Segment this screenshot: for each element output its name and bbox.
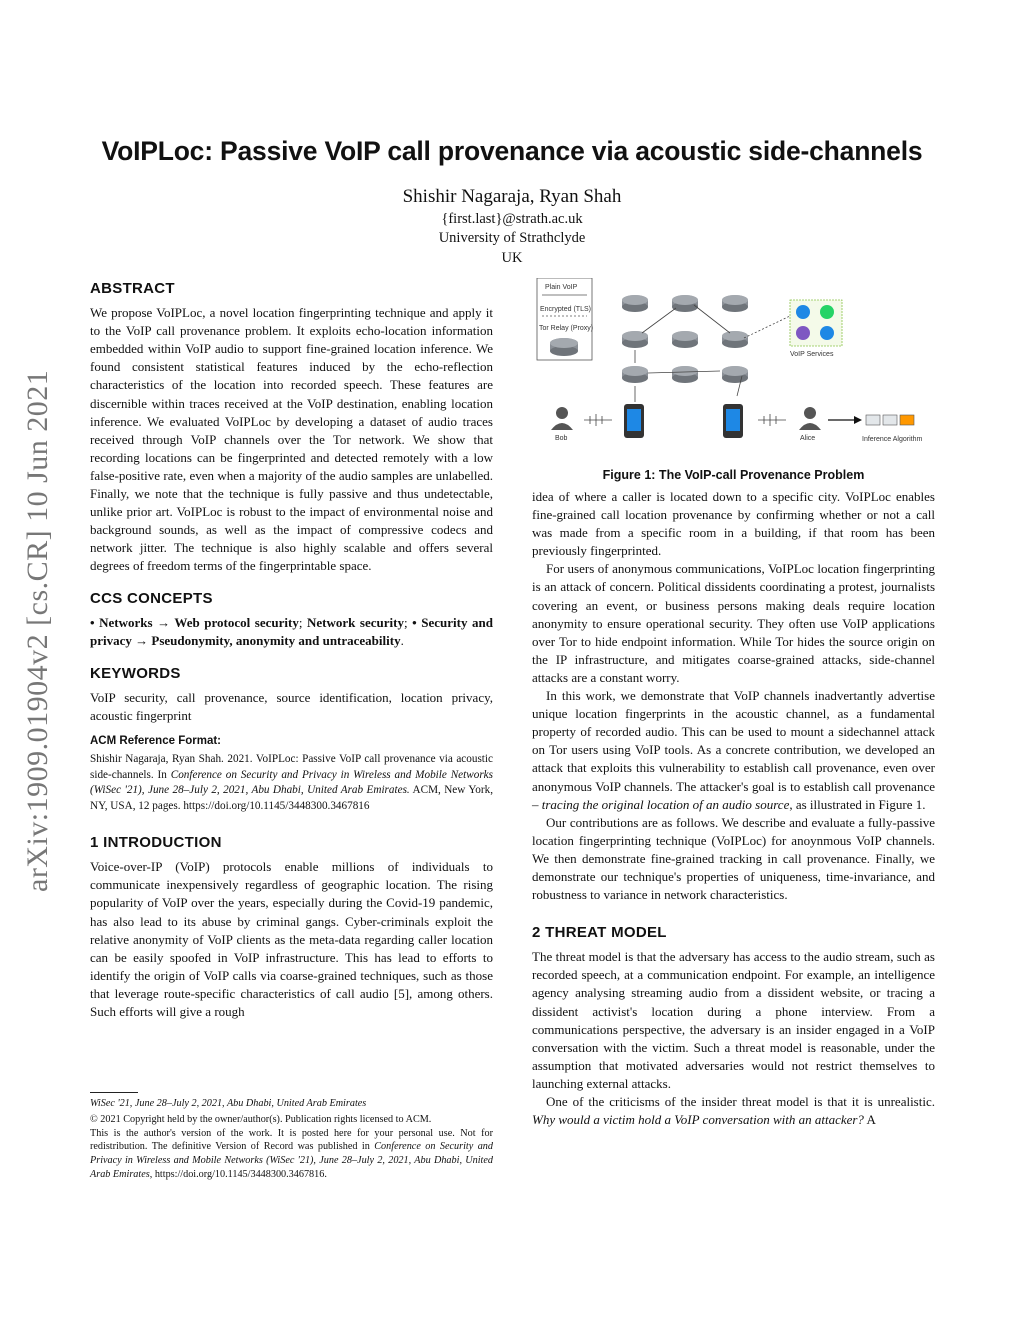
keywords-heading: KEYWORDS <box>90 664 181 682</box>
paragraph-6: One of the criticisms of the insider threat model is that it is unrealistic. Why would a victim hold a VoIP conversation with an attacker? A <box>532 1094 935 1128</box>
bob-audio-waves <box>584 414 612 426</box>
paragraph-4: Our contributions are as follows. We describe and evaluate a fully-passive location fingerprinting technique (VoIPLoc) for anoynmous VoIP channels. We then demonstrate fine-grained tracking in call provenance. Finally, we demonstrate our technique's properties of uniqueness, time-invariance, and robustness to variance in network characteristics. <box>532 814 935 903</box>
intro-text: Voice-over-IP (VoIP) protocols enable millions of individuals to communicate inexpensively regardless of geographic location. The rising popularity of VoIP over the years, especially during the Covid-19 pandemic, has also lead to its abuse by criminal gangs. Cyber-criminals exploit the relative anonymity of VoIP clients as the meta-data regarding caller location can be easily spoofed in VoIP infrastructure. This has lead to efforts to identify the origin of VoIP calls via coarse-grained techniques, such as those that leverage route-specific characteristics of call audio [5], among others. Such efforts will give a rough <box>90 859 493 1019</box>
phone-icon-alice <box>723 404 743 438</box>
paragraph-5: The threat model is that the adversary has access to the audio stream, such as recorded speech, at a communication endpoint. For example, an intelligence agency analysing streaming audio from a dissident website, or tracing a dissident activist's location during a phone interview. From a communications perspective, the adversary is an insider engaged in a VoIP conversation with the victim. Such a threat model is reasonable, under the assumption that motivated adversaries would not restrict themselves to launching external attacks. <box>532 949 935 1091</box>
paragraph-3: In this work, we demonstrate that VoIP channels inadvertantly advertise unique location fingerprints in the acoustic channel, as a fundamental property of recorded audio. This can be used to mount a sidechannel attack on Tor users using VoIP tools. As a concrete contribution, we developed an attack that exploits this vulnerability to establish call provenance, even over anonymous VoIP channels. The attacker's goal is to establish call provenance – tracing the original location of an audio source, as illustrated in Figure 1. <box>532 688 935 812</box>
acm-ref-text: Shishir Nagaraja, Ryan Shah. 2021. VoIPLoc: Passive VoIP call provenance via acoustic side-channels. In Conference on Security and Privacy in Wireless and Mobile Networks (WiSec '21), June 28–July 2, 2021, Abu Dhabi, United Arab Emirates. ACM, New York, NY, USA, 12 pages. https://doi.org/10.1145/3448300.3467816 <box>90 753 493 812</box>
legend-encrypted: Encrypted (TLS) <box>540 306 591 313</box>
inference-algorithm-icon <box>866 415 914 425</box>
paragraph-2: For users of anonymous communications, VoIPLoc location fingerprinting is an attack of concern. Political dissidents coordinating a protest, journalists covering an event, or business persons making deals require location anonymity to ensure operational security. They often use VoIP applications over Tor to hide endpoint information. While Tor hides the source origin on the IP infrastructure, and mitigates coarse-grained attacks, side-channel attacks are a constant worry. <box>532 561 935 685</box>
footnote <box>90 1097 493 1182</box>
relay-path <box>635 305 790 402</box>
footnote-venue: WiSec '21, June 28–July 2, 2021, Abu Dhabi, United Arab Emirates <box>90 1098 367 1109</box>
author-country: UK <box>501 250 523 266</box>
router-icon-5 <box>672 331 698 348</box>
router-icon-3 <box>722 295 748 312</box>
figure-caption: Figure 1: The VoIP-call Provenance Problem <box>602 468 865 482</box>
acm-ref-heading: ACM Reference Format: <box>90 735 221 748</box>
alice-audio-waves <box>758 414 786 426</box>
right-column <box>532 488 935 1129</box>
alice-person-icon <box>799 407 821 430</box>
arxiv-stamp: arXiv:1909.01904v2 [cs.CR] 10 Jun 2021 <box>21 369 54 892</box>
ccs-text: • Networks → Web protocol security; Network security; • Security and privacy → Pseudonymity, anonymity and untraceability. <box>90 614 493 648</box>
paper-title: VoIPLoc: Passive VoIP call provenance via acoustic side-channels <box>101 136 923 166</box>
footnote-rule <box>90 1092 138 1093</box>
abstract-heading: ABSTRACT <box>90 280 175 297</box>
author-email: {first.last}@strath.ac.uk <box>441 211 583 227</box>
ccs-network-security: Network security <box>307 614 404 630</box>
router-icon-6 <box>722 331 748 348</box>
viber-icon <box>796 326 810 340</box>
legend-router-icon <box>550 338 578 356</box>
inference-label: Inference Algorithm <box>862 436 923 443</box>
router-icon-1 <box>622 295 648 312</box>
tor-relay-nodes <box>622 295 748 383</box>
figure-voip-provenance <box>532 278 935 460</box>
paragraph-1: idea of where a caller is located down to a specific city. VoIPLoc enables fine-grained call location provenance by confirming whether or not a call was made from a specific room in a building, if that room has been previously fingerprinted. <box>532 489 935 559</box>
threat-model-heading: 2 THREAT MODEL <box>532 924 667 942</box>
alice-label: Alice <box>800 435 816 442</box>
bob-person-icon <box>551 407 573 430</box>
keywords-text: VoIP security, call provenance, source identification, location privacy, acoustic fingerprint <box>90 689 493 723</box>
ccs-networks: • Networks → Web protocol security <box>90 614 299 630</box>
legend-plain-voip: Plain VoIP <box>545 284 578 291</box>
voip-services-box <box>790 300 842 346</box>
intro-heading: 1 INTRODUCTION <box>90 834 222 852</box>
footnote-copyright: © 2021 Copyright held by the owner/author(s). Publication rights licensed to ACM. <box>90 1113 432 1125</box>
router-icon-2 <box>672 295 698 312</box>
skype-icon <box>796 305 810 319</box>
arrow-to-inference <box>828 416 862 424</box>
author-institution: University of Strathclyde <box>438 230 586 246</box>
router-icon-8 <box>672 366 698 383</box>
legend-tor-relay: Tor Relay (Proxy) <box>539 325 594 332</box>
footnote-body: This is the author's version of the work. It is posted here for your personal use. Not for redistribution. The definitive Version of Record was published in Conference on Security and Privacy in Wireless and Mobile Networks (WiSec '21), June 28–July 2, 2021, Abu Dhabi, United Arab Emirates, https://doi.org/10.1145/3448300.3467816. <box>90 1127 493 1180</box>
voip-services-label: VoIP Services <box>790 351 834 358</box>
left-column <box>90 280 493 1021</box>
whatsapp-icon <box>820 305 834 319</box>
ccs-security-privacy: • Security and privacy → Pseudonymity, anonymity and untraceability <box>90 614 493 648</box>
skype-icon-2 <box>820 326 834 340</box>
router-icon-4 <box>622 331 648 348</box>
bob-label: Bob <box>555 435 568 442</box>
authors: Shishir Nagaraja, Ryan Shah <box>402 186 622 207</box>
abstract-text: We propose VoIPLoc, a novel location fingerprinting technique and apply it to the VoIP call provenance problem. It exploits echo-location information embedded within VoIP audio to support fine-grained location inference. We found consistent statistical features induced by the echo-reflection characteristics of the location into recorded speech. These features are discernible within traces received at the VoIP destination, enabling location inference. We evaluated VoIPLoc by developing a dataset of audio traces received through VoIP channels over the Tor network. We show that recording locations can be fingerprinted and detected remotely with a low false-positive rate, even when a majority of the audio samples are unlabelled. Finally, we note that the technique is fully passive and thus undetectable, unlike prior art. VoIPLoc is robust to the impact of environmental noise and background sounds, as well as the impact of compressive codecs and network jitter. The technique is also highly scalable and offers several degrees of freedom terms of the fingerprintable space. <box>90 305 493 574</box>
router-icon-7 <box>622 366 648 383</box>
phone-icon-bob <box>624 404 644 438</box>
ccs-heading: CCS CONCEPTS <box>90 589 213 607</box>
router-icon-9 <box>722 366 748 383</box>
